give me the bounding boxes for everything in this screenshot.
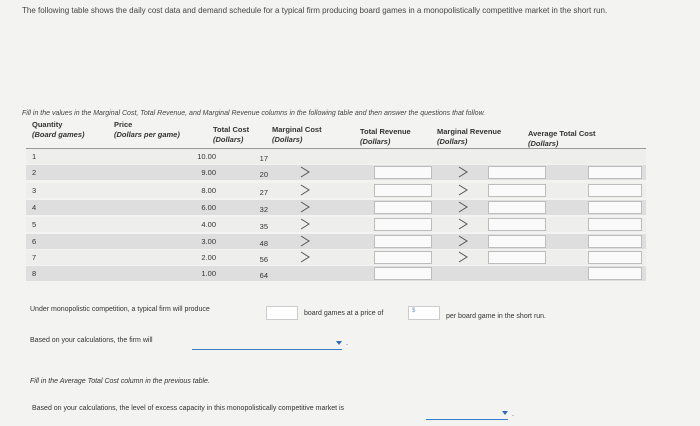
table-row bbox=[26, 183, 646, 198]
header-average-total-cost-label: Average Total Cost bbox=[528, 129, 596, 138]
average-total-cost-input-q2[interactable] bbox=[588, 166, 642, 179]
table-row bbox=[26, 165, 646, 180]
chevron-right-icon bbox=[298, 200, 312, 214]
excess-capacity-dropdown[interactable] bbox=[426, 409, 508, 420]
header-average-total-cost-sub: (Dollars) bbox=[528, 139, 559, 148]
header-marginal-cost bbox=[272, 125, 322, 145]
average-total-cost-input-q3[interactable] bbox=[588, 184, 642, 197]
average-total-cost-input-q7[interactable] bbox=[588, 251, 642, 264]
header-quantity-label: Quantity bbox=[32, 120, 63, 129]
header-quantity-sub: (Board games) bbox=[32, 130, 85, 139]
total-revenue-input-q7[interactable] bbox=[374, 251, 432, 264]
cell-price: 8.00 bbox=[201, 186, 216, 195]
question-excess-capacity: Based on your calculations, the level of excess capacity in this monopolistically competitive market is bbox=[32, 405, 345, 412]
table-row bbox=[26, 200, 646, 215]
average-total-cost-instruction: Fill in the Average Total Cost column in the previous table. bbox=[30, 378, 210, 385]
cell-quantity: 7 bbox=[32, 253, 37, 262]
question-price-suffix: per board game in the short run. bbox=[446, 313, 547, 320]
chevron-right-icon bbox=[298, 234, 312, 248]
cell-total-cost: 17 bbox=[259, 154, 268, 163]
cell-quantity: 5 bbox=[32, 220, 37, 229]
firm-will-dropdown[interactable] bbox=[192, 339, 342, 350]
chevron-right-icon bbox=[456, 183, 470, 197]
cell-total-cost: 20 bbox=[259, 170, 268, 179]
cell-quantity: 2 bbox=[32, 168, 37, 177]
cell-price: 10.00 bbox=[197, 152, 216, 161]
currency-symbol: $ bbox=[412, 308, 416, 314]
cell-total-cost: 32 bbox=[259, 205, 268, 214]
header-quantity bbox=[32, 120, 85, 140]
period: . bbox=[346, 340, 348, 347]
cell-price: 4.00 bbox=[201, 220, 216, 229]
header-price-sub: (Dollars per game) bbox=[114, 130, 180, 139]
header-total-revenue-sub: (Dollars) bbox=[360, 137, 391, 146]
header-marginal-cost-sub: (Dollars) bbox=[272, 135, 303, 144]
table-row bbox=[26, 250, 646, 265]
header-marginal-revenue-label: Marginal Revenue bbox=[437, 127, 502, 136]
price-answer-input[interactable] bbox=[408, 306, 440, 320]
total-revenue-input-q3[interactable] bbox=[374, 184, 432, 197]
marginal-revenue-input-q7[interactable] bbox=[488, 251, 546, 264]
cell-price: 1.00 bbox=[201, 269, 216, 278]
cell-total-cost: 64 bbox=[259, 271, 268, 280]
question-quantity-prompt: Under monopolistic competition, a typical firm will produce bbox=[30, 306, 210, 313]
chevron-right-icon bbox=[298, 165, 312, 179]
chevron-right-icon bbox=[456, 234, 470, 248]
header-average-total-cost bbox=[528, 129, 596, 149]
chevron-right-icon bbox=[456, 200, 470, 214]
intro-text: The following table shows the daily cost data and demand schedule for a typical firm producing board games in a monopolistically competitive market in the short run. bbox=[22, 6, 608, 15]
chevron-right-icon bbox=[456, 165, 470, 179]
average-total-cost-input-q6[interactable] bbox=[588, 235, 642, 248]
header-total-cost-label: Total Cost bbox=[213, 125, 250, 134]
table-instruction: Fill in the values in the Marginal Cost, Total Revenue, and Marginal Revenue columns in the following table and then answer the questions that follow. bbox=[22, 110, 486, 117]
total-revenue-input-q2[interactable] bbox=[374, 166, 432, 179]
header-total-cost bbox=[213, 125, 249, 145]
header-total-revenue-label: Total Revenue bbox=[360, 127, 411, 136]
cell-quantity: 1 bbox=[32, 152, 37, 161]
cell-quantity: 8 bbox=[32, 269, 37, 278]
cell-total-cost: 27 bbox=[259, 188, 268, 197]
chevron-right-icon bbox=[298, 183, 312, 197]
cell-total-cost: 56 bbox=[259, 255, 268, 264]
total-revenue-input-q4[interactable] bbox=[374, 201, 432, 214]
question-price-prompt: board games at a price of bbox=[304, 310, 384, 317]
cell-price: 3.00 bbox=[201, 237, 216, 246]
average-total-cost-input-q4[interactable] bbox=[588, 201, 642, 214]
cell-price: 2.00 bbox=[201, 253, 216, 262]
cell-price: 9.00 bbox=[201, 168, 216, 177]
table-row bbox=[26, 266, 646, 281]
header-total-cost-sub: (Dollars) bbox=[213, 135, 244, 144]
cell-quantity: 3 bbox=[32, 186, 37, 195]
table-row bbox=[26, 149, 646, 164]
chevron-right-icon bbox=[456, 250, 470, 264]
marginal-revenue-input-q6[interactable] bbox=[488, 235, 546, 248]
question-firm-will: Based on your calculations, the firm will bbox=[30, 337, 153, 344]
marginal-revenue-input-q5[interactable] bbox=[488, 218, 546, 231]
header-marginal-revenue bbox=[437, 127, 501, 147]
cell-quantity: 4 bbox=[32, 203, 37, 212]
table-row bbox=[26, 234, 646, 249]
chevron-right-icon bbox=[456, 217, 470, 231]
period: . bbox=[512, 411, 514, 418]
total-revenue-input-q6[interactable] bbox=[374, 235, 432, 248]
chevron-down-icon bbox=[502, 411, 508, 415]
header-marginal-cost-label: Marginal Cost bbox=[272, 125, 322, 134]
header-marginal-revenue-sub: (Dollars) bbox=[437, 137, 468, 146]
quantity-answer-input[interactable] bbox=[266, 306, 298, 320]
chevron-down-icon bbox=[336, 341, 342, 345]
marginal-revenue-input-q2[interactable] bbox=[488, 166, 546, 179]
marginal-revenue-input-q3[interactable] bbox=[488, 184, 546, 197]
cell-quantity: 6 bbox=[32, 237, 37, 246]
header-price bbox=[114, 120, 180, 140]
header-price-label: Price bbox=[114, 120, 133, 129]
total-revenue-input-q8[interactable] bbox=[374, 267, 432, 280]
table-row bbox=[26, 217, 646, 232]
chevron-right-icon bbox=[298, 250, 312, 264]
average-total-cost-input-q8[interactable] bbox=[588, 267, 642, 280]
marginal-revenue-input-q4[interactable] bbox=[488, 201, 546, 214]
cell-total-cost: 35 bbox=[259, 222, 268, 231]
average-total-cost-input-q5[interactable] bbox=[588, 218, 642, 231]
total-revenue-input-q5[interactable] bbox=[374, 218, 432, 231]
header-total-revenue bbox=[360, 127, 411, 147]
cell-price: 6.00 bbox=[201, 203, 216, 212]
cell-total-cost: 48 bbox=[259, 239, 268, 248]
chevron-right-icon bbox=[298, 217, 312, 231]
